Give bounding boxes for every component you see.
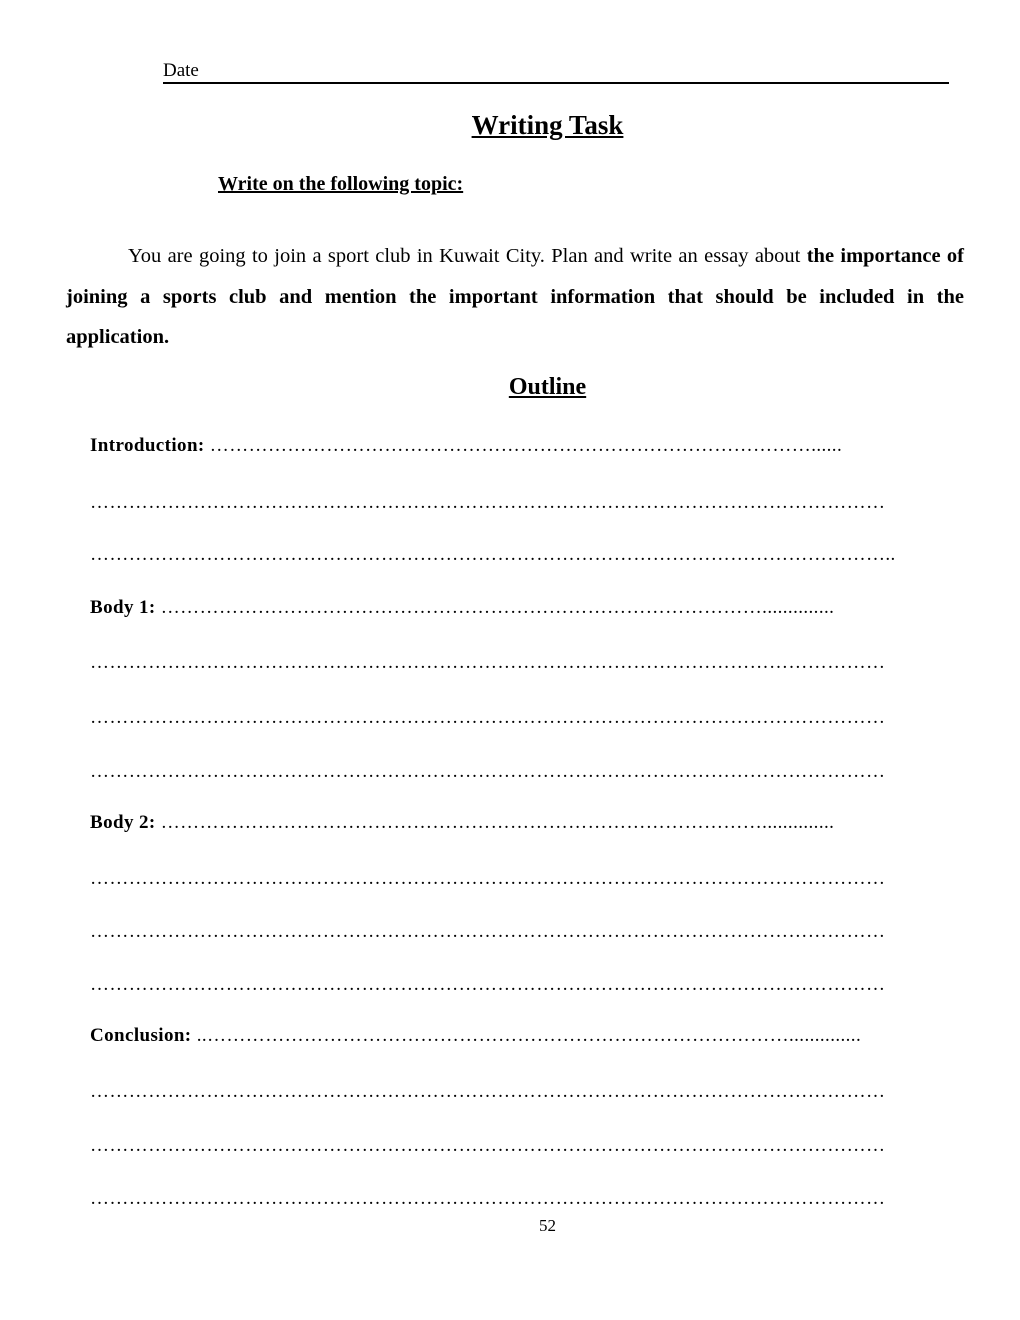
essay-prompt — [66, 236, 964, 358]
body1-label: Body 1: — [90, 597, 156, 618]
page-title: Writing Task — [471, 110, 624, 140]
writing-dots: ..……………………………………………………………………………….............. — [191, 1025, 862, 1046]
body2-line-2[interactable]: …………………………………………………………………………………………………………… — [90, 868, 886, 889]
prompt-emphasis: the importance of joining a sports club and mention the important information that should be included in the application. — [66, 245, 964, 348]
body2-line-4[interactable]: …………………………………………………………………………………………………………… — [90, 974, 886, 995]
body1-line-4[interactable]: …………………………………………………………………………………………………………… — [90, 761, 886, 782]
conclusion-line-4[interactable]: …………………………………………………………………………………………………………… — [90, 1188, 886, 1209]
writing-dots: ………………………………………………………………………………….............. — [155, 812, 835, 833]
body1-line-2[interactable]: …………………………………………………………………………………………………………… — [90, 652, 886, 673]
writing-dots: …………………………………………………………………………………...... — [204, 435, 843, 456]
writing-dots: ………………………………………………………………………………….............. — [155, 597, 835, 618]
introduction-label: Introduction: — [90, 435, 205, 456]
conclusion-label: Conclusion: — [90, 1025, 192, 1046]
date-field[interactable] — [163, 58, 949, 84]
outline-title: Outline — [508, 374, 587, 400]
introduction-line-2[interactable]: …………………………………………………………………………………………………………… — [90, 492, 886, 513]
date-label: Date — [163, 60, 199, 81]
introduction-line-1[interactable] — [90, 434, 842, 458]
body2-line-3[interactable]: …………………………………………………………………………………………………………… — [90, 921, 886, 942]
body2-line-1[interactable] — [90, 811, 834, 835]
conclusion-line-3[interactable]: …………………………………………………………………………………………………………… — [90, 1135, 886, 1156]
body1-line-3[interactable]: …………………………………………………………………………………………………………… — [90, 707, 886, 728]
instruction-heading: Write on the following topic: — [218, 173, 464, 195]
conclusion-line-1[interactable] — [90, 1024, 861, 1048]
conclusion-line-2[interactable]: …………………………………………………………………………………………………………… — [90, 1081, 886, 1102]
body2-label: Body 2: — [90, 812, 156, 833]
prompt-text: You are going to join a sport club in Kuwait City. Plan and write an essay about — [128, 245, 807, 267]
page-number: 52 — [539, 1216, 556, 1235]
body1-line-1[interactable] — [90, 596, 834, 620]
introduction-line-3[interactable]: …………………………………………………………………………………………………………….. — [90, 544, 896, 565]
